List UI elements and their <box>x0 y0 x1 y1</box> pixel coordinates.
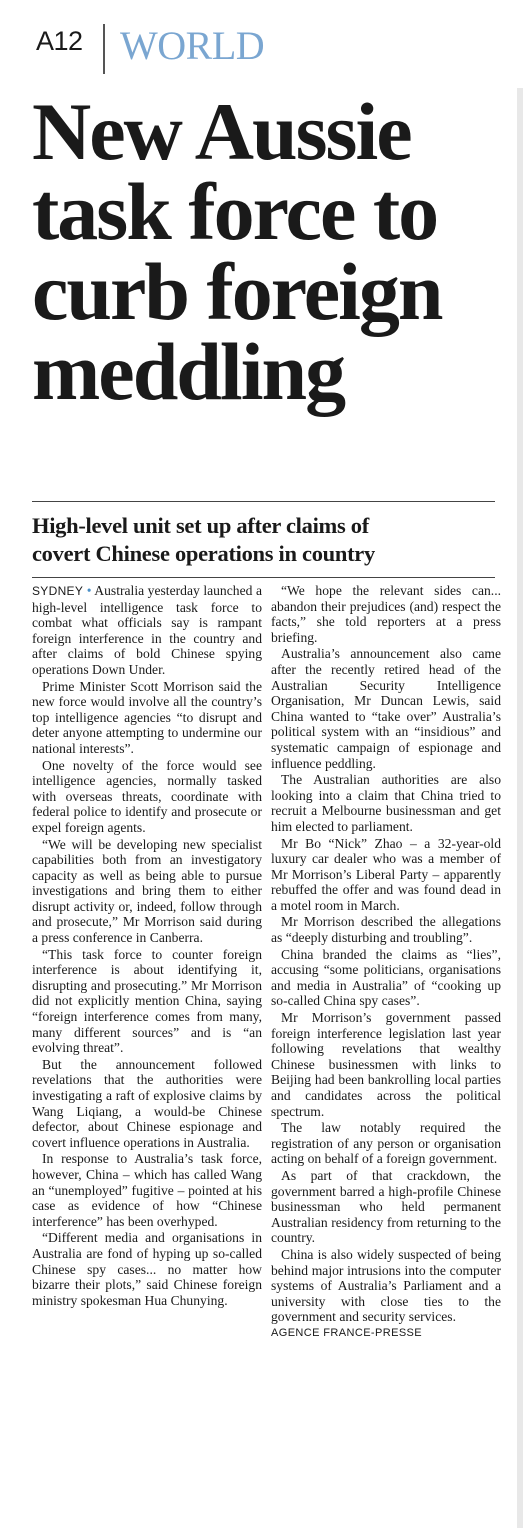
page-number: A12 <box>36 26 83 56</box>
dateline: SYDNEY <box>32 584 84 598</box>
headline-line: New Aussie <box>32 86 411 177</box>
headline-line: curb foreign <box>32 246 442 337</box>
article-paragraph: China branded the claims as “lies”, accusing “some politicians, organisations and media in Australia” of “cooking up so-called China spy cases”. <box>271 946 501 1009</box>
article-paragraph: “We hope the relevant sides can... abandon their prejudices (and) respect the facts,” she told reporters at a press briefing. <box>271 583 501 645</box>
article-paragraph <box>32 583 262 678</box>
article-paragraph: But the announcement followed revelations that the authorities were investigating a raft of explosive claims by Wang Liqiang, a would-be Chinese defector, about Chinese espionage and covert influence operations in Australia. <box>32 1056 262 1150</box>
article-paragraph: “Different media and organisations in Australia are fond of hyping up so-called Chinese spy cases... no matter how bizarre their plots,” said Chinese foreign ministry spokesman Hua Chunying. <box>32 1230 262 1308</box>
dateline-bullet: • <box>86 583 92 598</box>
masthead-divider <box>103 24 105 74</box>
article-paragraph: Mr Bo “Nick” Zhao – a 32-year-old luxury car dealer who was a member of Mr Morrison’s Liberal Party – apparently rebuffed the offer and was found dead in a motel room in March. <box>271 835 501 913</box>
article-paragraph: The Australian authorities are also looking into a claim that China tried to recruit a Melbourne businessman and get him elected to parliament. <box>271 772 501 834</box>
article-paragraph: Prime Minister Scott Morrison said the new force would involve all the country’s top intelligence agencies “to disrupt and deter anyone attempting to undermine our national interests”. <box>32 678 262 756</box>
article-paragraph: Mr Morrison described the allegations as “deeply disturbing and troubling”. <box>271 914 501 946</box>
article-paragraph: China is also widely suspected of being behind major intrusions into the computer systems of Australia’s Parliament and a university with close ties to the government and security services. <box>271 1246 501 1325</box>
article-paragraph: In response to Australia’s task force, however, China – which has called Wang an “unemployed” fugitive – pointed at his case as evidence of how “Chinese interference” has been overhyped. <box>32 1151 262 1229</box>
article-paragraph: Australia’s announcement also came after the recently retired head of the Australian Security Intelligence Organisation, Mr Duncan Lewis, said China wanted to “take over” Australia’s political system with an “insidious” and systematic campaign of espionage and influence peddling. <box>271 646 501 771</box>
deck-bottom-rule <box>32 577 495 578</box>
article-column-1 <box>32 583 262 1309</box>
deck-top-rule <box>32 501 495 502</box>
article-paragraph: “We will be developing new specialist capabilities both from an investigatory capacity as well as being able to pursue investigations and bring them to either disrupt activity or, indeed, follow through and prosecute,” Mr Morrison said during a press conference in Canberra. <box>32 836 262 946</box>
subheadline <box>32 512 495 568</box>
masthead <box>0 0 523 80</box>
article-paragraph: One novelty of the force would see intelligence agencies, normally tasked with overseas threats, coordinate with federal police to identify and prosecute or expel foreign agents. <box>32 757 262 835</box>
headline-line: task force to <box>32 166 438 257</box>
page-edge-shadow <box>517 88 523 1528</box>
article-paragraph: As part of that crackdown, the government barred a high-profile Chinese businessman who held permanent Australian residency from returning to the country. <box>271 1167 501 1246</box>
article-paragraph: The law notably required the registration of any person or organisation acting on behalf of a foreign government. <box>271 1120 501 1167</box>
paragraph-text: Australia yesterday launched a high-level intelligence task force to combat what officials say is rampant foreign interference in the country and after claims of bold Chinese spying operations Down Under. <box>32 583 262 677</box>
article-paragraph: “This task force to counter foreign interference is about identifying it, disrupting and prosecuting.” Mr Morrison did not explicitly mention China, saying “foreign interference comes from many, many different sources” and is “an evolving threat”. <box>32 946 262 1056</box>
byline: AGENCE FRANCE-PRESSE <box>271 1326 423 1339</box>
article-column-2 <box>271 583 501 1342</box>
headline <box>32 86 502 417</box>
subheadline-line: covert Chinese operations in country <box>32 541 375 566</box>
section-title: WORLD <box>120 23 265 68</box>
subheadline-line: High-level unit set up after claims of <box>32 513 369 538</box>
headline-line: meddling <box>32 326 345 417</box>
article-paragraph: Mr Morrison’s government passed foreign interference legislation last year following revelations that wealthy Chinese businessmen with links to Beijing had been bankrolling local parties and candidates across the political spectrum. <box>271 1010 501 1119</box>
